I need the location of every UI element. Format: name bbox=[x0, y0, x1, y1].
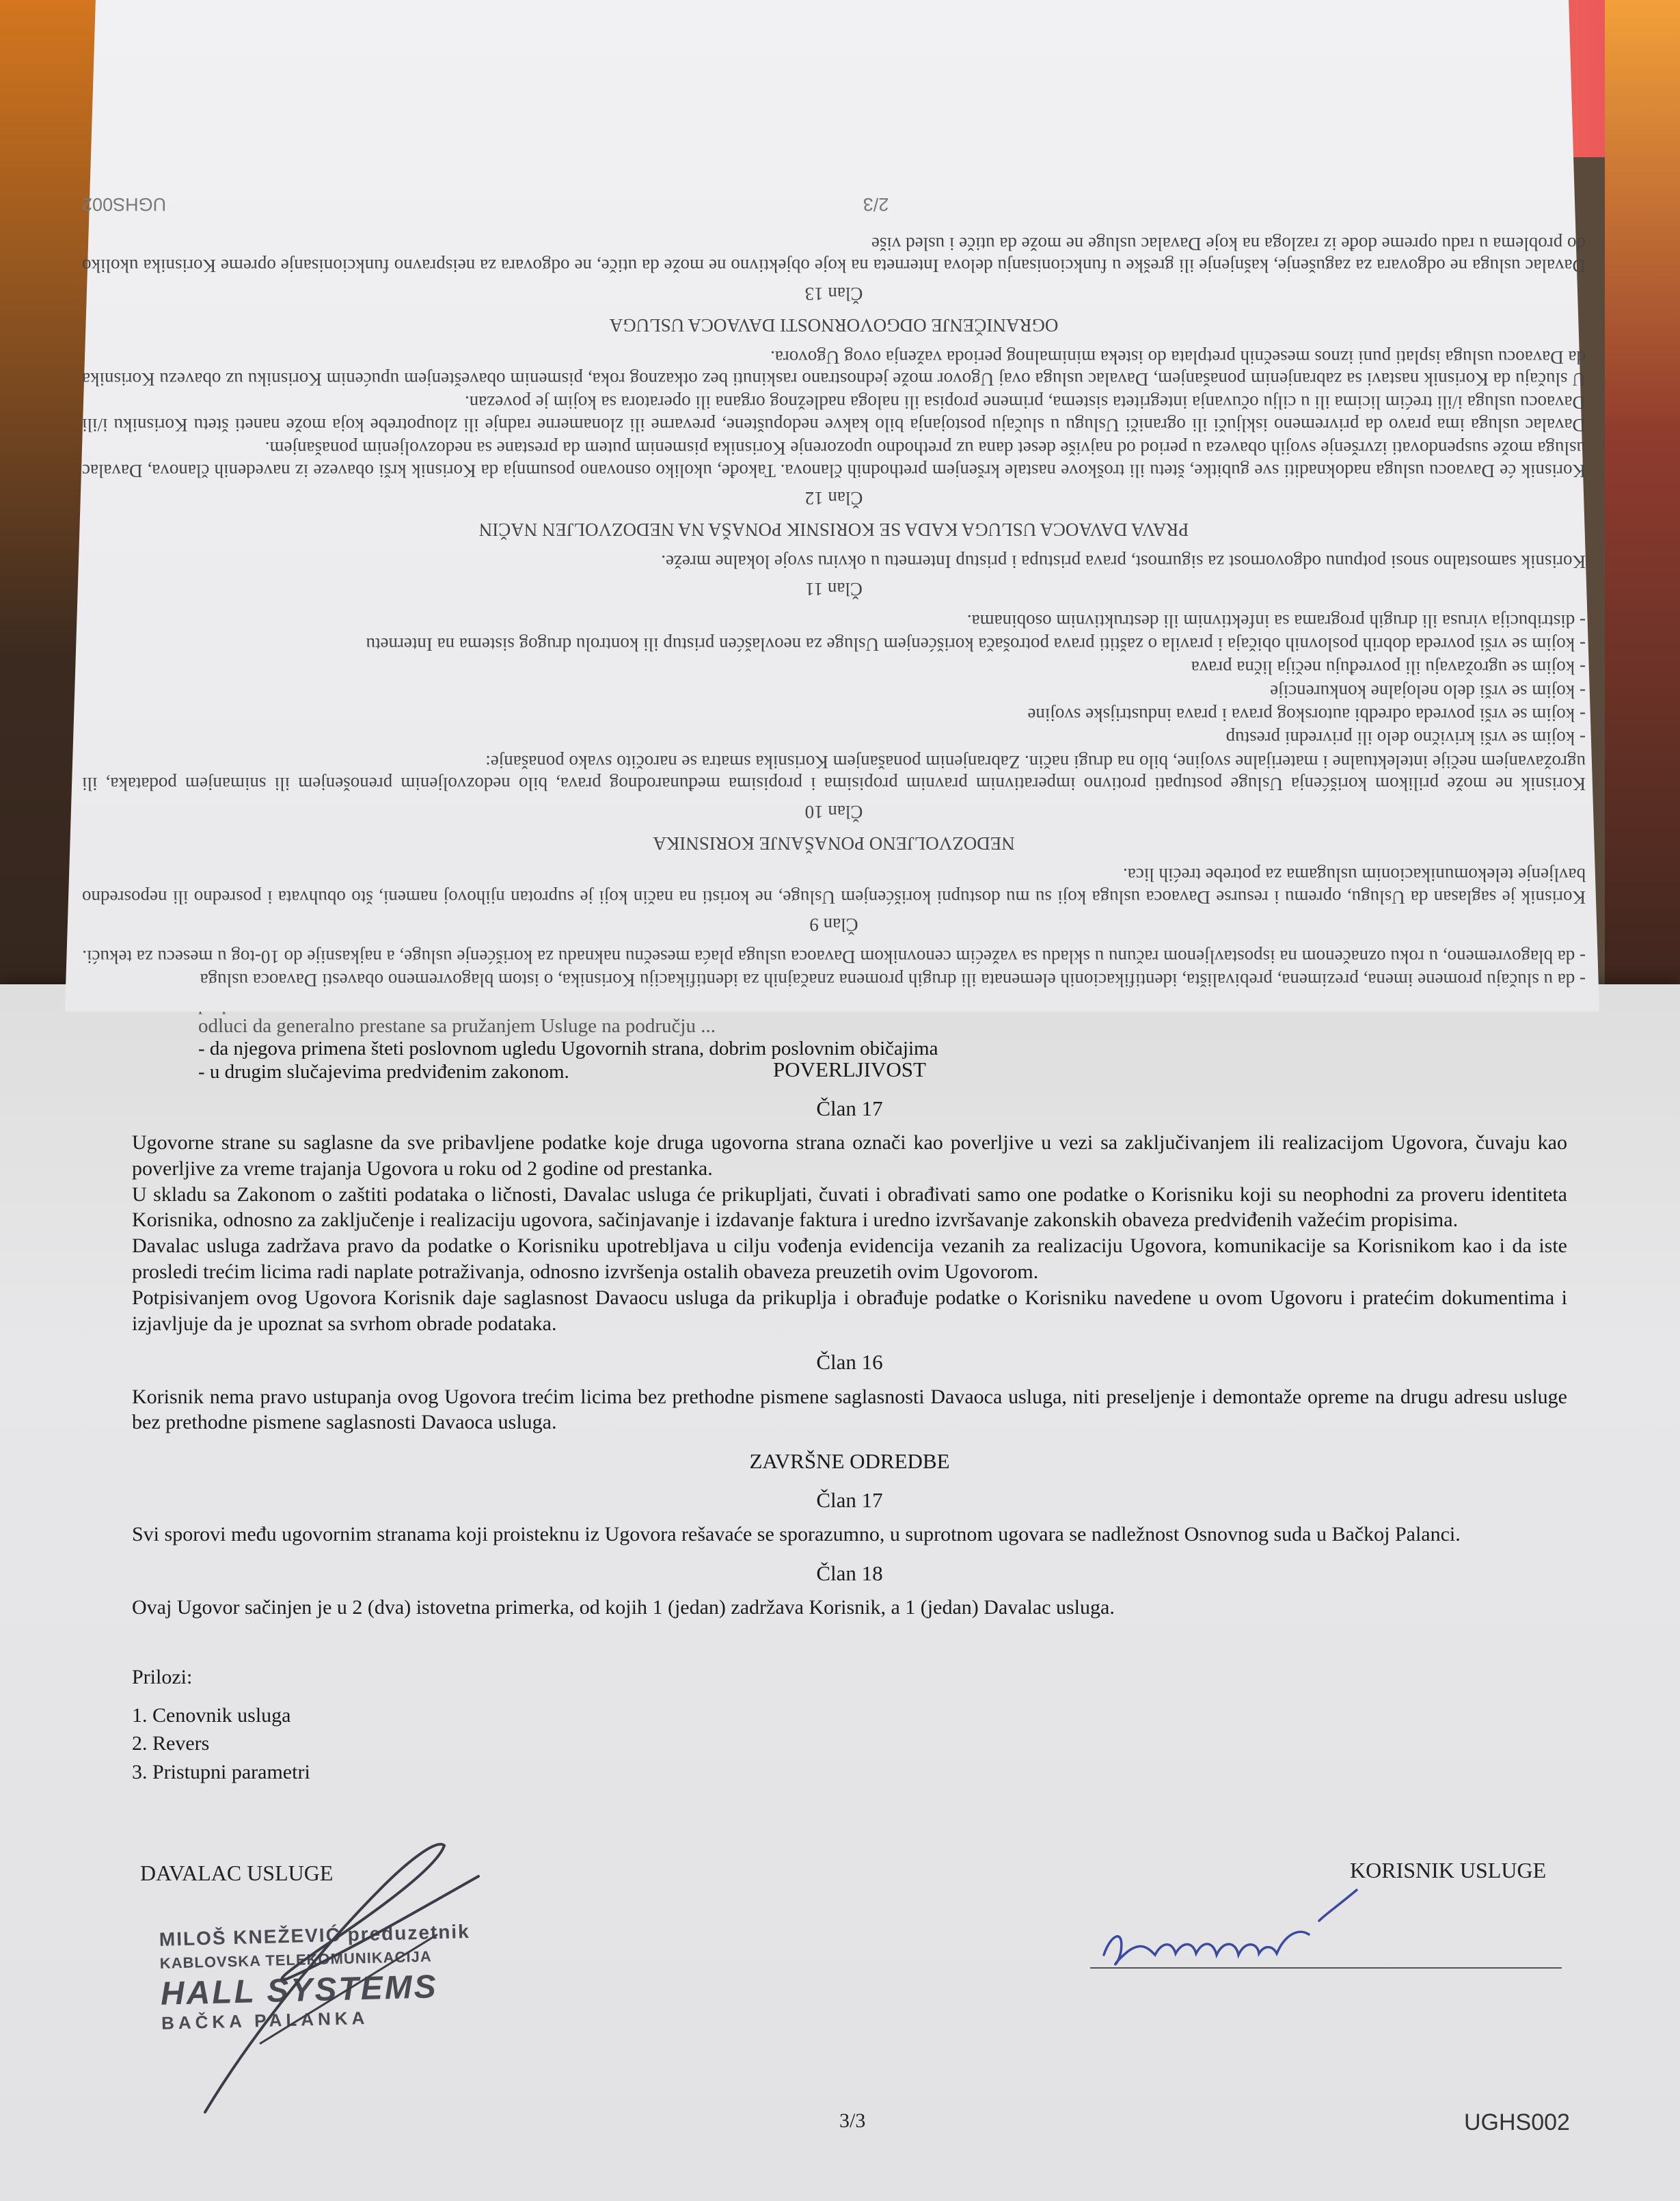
document-code: UGHS002 bbox=[1464, 2109, 1570, 2135]
section-heading: NEDOZVOLJENO PONAŠANJE KORISNIKA bbox=[653, 833, 1015, 854]
paragraph: Ugovorne strane su saglasne da sve pribavljene podatke koje druga ugovorna strana označi kao poverljive u vezi sa zaključivanjem ili realizacijom Ugovora, čuvaju kao poverljive za vreme trajanja Ugovora u roku od 2 godine od prestanka. bbox=[132, 1131, 1567, 1180]
annex-item: 1. Cenovnik usluga bbox=[132, 1703, 291, 1727]
stamp-activity: KABLOVSKA TELEKOMUNIKACIJA bbox=[159, 1947, 432, 1972]
stamp-owner: MILOŠ KNEŽEVIĆ preduzetnik bbox=[159, 1920, 471, 1950]
paragraph: Potpisivanjem ovog Ugovora Korisnik daje saglasnost Davaocu usluga da prikuplja i obrađuje podatke o Korisniku navedene u ovom Ugovoru i pratećim dokumentima i izjavljuje da je upoznat sa svrhom obrade podataka. bbox=[132, 1286, 1567, 1335]
paragraph: Korisnik ne može prilikom korišćenja Usluge postupati protivno imperativnim pravnim propisima i propisima međunarodnog prava, bilo nedozvoljenim prenošenjem ili snimanjem podataka, ili ugrožavanjem nečije intelektualne i materijalne svojine, bilo na drugi način. Zabranjenim ponašanjem Korisnika smatra se naročito svako ponašanje: bbox=[82, 751, 1586, 795]
annex-item: 3. Pristupni parametri bbox=[132, 1761, 310, 1784]
article-heading: Član 18 bbox=[816, 1561, 883, 1585]
client-signature-icon bbox=[1104, 1890, 1357, 1964]
list-item: - kojim se vrši delo nelojalne konkurencije bbox=[1270, 681, 1586, 702]
stamp-city: BAČKA PALANKA bbox=[161, 2007, 369, 2034]
paragraph: Korisnik samostalno snosi potpunu odgovornost za sigurnost, prava pristupa i pristup Internetu u okviru svoje lokalne mreže. bbox=[661, 551, 1586, 572]
annex-item: 2. Revers bbox=[132, 1732, 210, 1755]
paragraph: U slučaju da Korisnik nastavi sa zabranjenim ponašanjem, Davalac usluga ovaj Ugovor može jednostrano raskinuti bez otkaznog roka, pismenim obaveštenjem upućenim Korisniku uz obavezu Korisnika da Davaocu usluga isplati puni iznos mesečnih pretplata do isteka minimalnog perioda važenja ovog Ugovora. bbox=[82, 347, 1586, 390]
client-label: KORISNIK USLUGE bbox=[1350, 1858, 1547, 1882]
article-heading: Član 16 bbox=[816, 1350, 883, 1375]
page-2-number: 2/3 bbox=[863, 193, 889, 215]
article-heading: Član 17 bbox=[816, 1096, 883, 1121]
paragraph: - da u slučaju promene imena, prezimena, prebivališta, identifikacionih elemenata ili drugih promena značajnih za identifikaciju Korisnika, o istom blagovremeno obavesti Davaoca usluga bbox=[200, 970, 1586, 990]
paragraph: Davalac usluga ima pravo da privremeno isključi ili ograniči Uslugu u slučaju postojanja bilo kakve nedopuštene, prevarne ili zlonamerne radnje ili zloupotrebe koja može naneti štetu Korisniku i/ili Davaocu usluga i/ili trećim licima ili u cilju očuvanja integriteta sistema, primene propisa ili naloga nadležnog organa ili operatora sa kojim je povezan. bbox=[82, 392, 1586, 435]
article-heading: Član 12 bbox=[804, 487, 863, 509]
paragraph: Davalac usluga zadržava pravo da podatke o Korisniku upotrebljava u cilju vođenja evidencija vezanih za realizaciju Ugovora, komunikacije sa Korisnikom kao i da iste prosledi trećim licima radi naplate potraživanja, odnosno izvršenja ostalih obaveza preuzetih ovim Ugovorom. bbox=[132, 1234, 1567, 1284]
paragraph: Korisnik nema pravo ustupanja ovog Ugovora trećim licima bez prethodne pismene saglasnosti Davaoca usluga, niti preseljenje i demontaže opreme na drugu adresu usluge bez prethodne pismene saglasnosti Davaoca usluga. bbox=[132, 1385, 1567, 1434]
page-number: 3/3 bbox=[839, 2109, 866, 2132]
list-item: - kojim se vrši krivično delo ili privredni prestup bbox=[1225, 728, 1586, 749]
paragraph: U skladu sa Zakonom o zaštiti podataka o ličnosti, Davalac usluga će prikupljati, čuvati i obrađivati samo one podatke o Korisniku koji su neophodni za proveru identiteta Korisnika, odnosno za zaključenje i realizaciju ugovora, sačinjavanje i izdavanje faktura i uredno izvršavanje zakonskih obaveza predviđenih važećim propisima. bbox=[132, 1183, 1567, 1232]
paragraph: Ovaj Ugovor sačinjen je u 2 (dva) istovetna primerka, od kojih 1 (jedan) zadržava Korisnik, a 1 (jedan) Davalac usluga. bbox=[132, 1596, 1115, 1619]
section-heading: POVERLJIVOST bbox=[773, 1057, 926, 1081]
page-2-code: UGHS002 bbox=[82, 193, 167, 215]
fragment-line: odluci da generalno prestane sa pružanjem Usluge na području ... bbox=[198, 1014, 716, 1037]
client-signature-line bbox=[1090, 1967, 1562, 1969]
article-heading: Član 11 bbox=[805, 579, 863, 600]
article-heading: Član 13 bbox=[804, 283, 863, 304]
list-item: - kojim se vrši povreda dobrih poslovnih običaja i pravila o zaštiti prava potrošača korišćenjem Usluge za neovlašćen pristup ili kontrolu drugog sistema na Internetu bbox=[366, 634, 1586, 655]
paragraph: Korisnik će Davaocu usluga nadoknaditi sve gubitke, štetu ili troškove nastale kršenjem prethodnih članova. Takođe, ukoliko osnovano posumnja da Korisnik krši obaveze iz navedenih članova, Davalac usluga može suspendovati izvršenje svojih obaveza u period od najviše deset dana uz prethodno upozorenje Korisnika pismenim putem da prestane sa nedozvoljenim ponašanjem. bbox=[82, 438, 1586, 481]
provider-label: DAVALAC USLUGE bbox=[140, 1861, 334, 1885]
paragraph: - da blagovremeno, u roku označenom na ispostavljenom računu u skladu sa važećim cenovnikom Davaoca usluga plaća mesečnu naknadu za korišćenje usluge, a najkasnije do 10-tog u mesecu za tekući. bbox=[82, 946, 1586, 967]
section-heading: ZAVRŠNE ODREDBE bbox=[749, 1449, 950, 1474]
paragraph: Korisnik je saglasan da Uslugu, opremu i resurse Davaoca usluga koji su mu dostupni korišćenjem Usluge, ne koristi na način koji je suprotan njihovoj nameni, što obuhvata i posredno ili neposredno bavljenje telekomunikacionim uslugama za potrebe trećih lica. bbox=[82, 865, 1586, 908]
article-heading: Član 17 bbox=[816, 1488, 883, 1513]
section-heading: PRAVA DAVAOCA USLUGA KADA SE KORISNIK PONAŠA NA NEDOZVOLJEN NAČIN bbox=[478, 519, 1189, 541]
annex-title: Prilozi: bbox=[132, 1665, 193, 1688]
section-heading: OGRANIČENJE ODGOVORNOSTI DAVAOCA USLUGA bbox=[609, 315, 1059, 336]
stamp-company: HALL SYSTEMS bbox=[160, 1969, 439, 2012]
article-heading: Član 10 bbox=[804, 801, 863, 822]
list-item: - kojim se ugrožavaju ili povređuju nečija lična prava bbox=[1191, 658, 1586, 679]
list-item: - distribucija virusa ili drugih programa sa infektivnim ili destruktivnim osobinama. bbox=[966, 610, 1586, 632]
fragment-line: - da njegova primena šteti poslovnom ugledu Ugovornih strana, dobrim poslovnim običajima bbox=[198, 1038, 938, 1060]
paragraph: Davalac usluga ne odgovara za zagušenje, kašnjenje ili greške u funkcionisanju delova Interneta na koje objektivno ne može da utiče, ne odgovara za neispravno funkcionisanje opreme Korisnika ukoliko do problema u radu opreme dođe iz razloga na koje Davalac usluge ne može da utiče i usled više bbox=[82, 234, 1586, 277]
provider-signature-icon bbox=[205, 1844, 478, 2112]
paragraph: Svi sporovi među ugovornim stranama koji proisteknu iz Ugovora rešavaće se sporazumno, u suprotnom ugovara se nadležnost Osnovnog suda u Bačkoj Palanci. bbox=[132, 1523, 1461, 1546]
fragment-line: - u drugim slučajevima predviđenim zakonom. bbox=[198, 1060, 569, 1083]
list-item: - kojim se vrši povreda odredbi autorskog prava i prava industrijske svojine bbox=[1027, 705, 1586, 726]
article-heading: Član 9 bbox=[809, 915, 858, 936]
